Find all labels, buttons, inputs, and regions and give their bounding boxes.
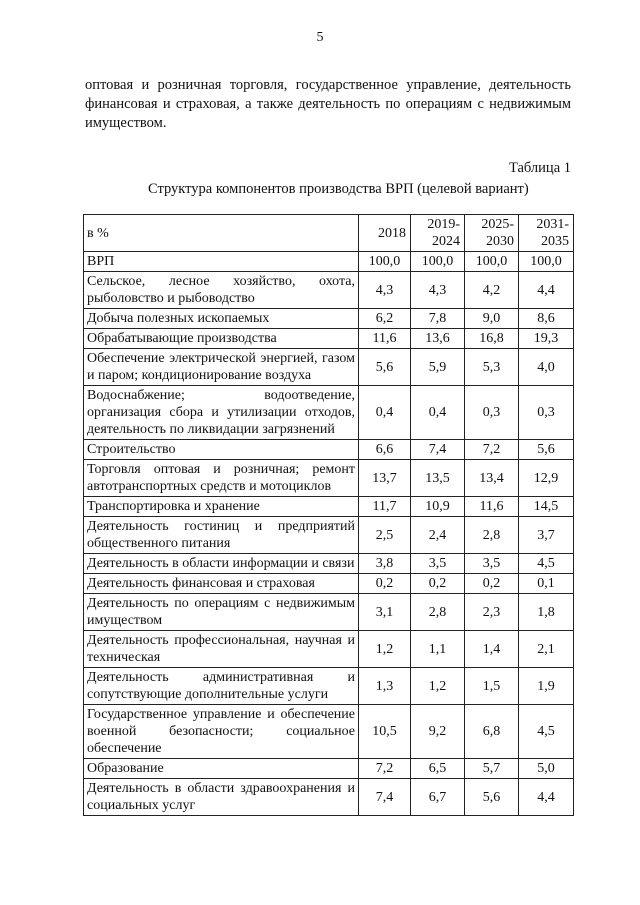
row-value: 2,1	[519, 631, 574, 668]
table-row	[84, 631, 574, 668]
row-value: 3,5	[411, 554, 465, 574]
row-value: 5,9	[411, 349, 465, 386]
table-row	[84, 759, 574, 779]
table-row	[84, 668, 574, 705]
row-label: Деятельность административная и сопутствующие дополнительные услуги	[84, 668, 359, 705]
row-value: 10,5	[359, 705, 411, 759]
table-row	[84, 460, 574, 497]
row-value: 7,4	[411, 440, 465, 460]
row-value: 3,5	[465, 554, 519, 574]
row-value: 13,4	[465, 460, 519, 497]
row-label: Деятельность по операциям с недвижимым имуществом	[84, 594, 359, 631]
row-value: 11,6	[359, 329, 411, 349]
header-2018: 2018	[359, 215, 411, 252]
row-value: 0,3	[519, 386, 574, 440]
row-label: Строительство	[84, 440, 359, 460]
row-value: 9,2	[411, 705, 465, 759]
table-row	[84, 329, 574, 349]
table-body	[84, 252, 574, 816]
row-value: 6,7	[411, 779, 465, 816]
row-value: 3,8	[359, 554, 411, 574]
row-label: Торговля оптовая и розничная; ремонт автотранспортных средств и мотоциклов	[84, 460, 359, 497]
row-value: 0,2	[359, 574, 411, 594]
row-label: Деятельность гостиниц и предприятий общественного питания	[84, 517, 359, 554]
row-value: 11,6	[465, 497, 519, 517]
row-value: 6,5	[411, 759, 465, 779]
row-value: 1,4	[465, 631, 519, 668]
row-value: 4,3	[359, 272, 411, 309]
row-value: 100,0	[411, 252, 465, 272]
header-unit: в %	[84, 215, 359, 252]
row-value: 6,2	[359, 309, 411, 329]
row-value: 4,0	[519, 349, 574, 386]
row-value: 3,7	[519, 517, 574, 554]
row-value: 0,1	[519, 574, 574, 594]
row-value: 1,9	[519, 668, 574, 705]
row-value: 0,4	[359, 386, 411, 440]
table-row	[84, 349, 574, 386]
row-value: 0,3	[465, 386, 519, 440]
row-value: 1,2	[411, 668, 465, 705]
header-2019-2024: 2019-2024	[411, 215, 465, 252]
row-value: 7,2	[359, 759, 411, 779]
row-value: 11,7	[359, 497, 411, 517]
table-row	[84, 272, 574, 309]
row-value: 1,5	[465, 668, 519, 705]
row-label: Обрабатывающие производства	[84, 329, 359, 349]
row-value: 6,6	[359, 440, 411, 460]
table-row	[84, 779, 574, 816]
row-value: 2,5	[359, 517, 411, 554]
header-2025-2030: 2025-2030	[465, 215, 519, 252]
table-row	[84, 594, 574, 631]
row-value: 5,6	[465, 779, 519, 816]
row-value: 9,0	[465, 309, 519, 329]
row-label: Добыча полезных ископаемых	[84, 309, 359, 329]
table-row	[84, 554, 574, 574]
row-label: Государственное управление и обеспечение военной безопасности; социальное обеспечение	[84, 705, 359, 759]
row-value: 0,2	[465, 574, 519, 594]
intro-paragraph: оптовая и розничная торговля, государственное управление, деятельность финансовая и страховая, а также деятельность по операциям с недвижимым имуществом.	[85, 77, 571, 131]
row-value: 4,4	[519, 779, 574, 816]
row-label: Деятельность финансовая и страховая	[84, 574, 359, 594]
row-value: 6,8	[465, 705, 519, 759]
row-value: 0,4	[411, 386, 465, 440]
row-value: 2,3	[465, 594, 519, 631]
table-row	[84, 574, 574, 594]
row-value: 5,7	[465, 759, 519, 779]
table-row	[84, 440, 574, 460]
page-number: 5	[316, 30, 324, 45]
table-row	[84, 705, 574, 759]
table-row	[84, 386, 574, 440]
row-value: 5,6	[359, 349, 411, 386]
row-value: 0,2	[411, 574, 465, 594]
row-value: 1,3	[359, 668, 411, 705]
table-caption: Таблица 1	[508, 160, 571, 176]
row-value: 3,1	[359, 594, 411, 631]
row-label: Деятельность профессиональная, научная и техническая	[84, 631, 359, 668]
row-label: Транспортировка и хранение	[84, 497, 359, 517]
row-value: 13,7	[359, 460, 411, 497]
row-value: 2,4	[411, 517, 465, 554]
table-row	[84, 517, 574, 554]
vrp-structure-table	[83, 214, 574, 816]
row-value: 7,8	[411, 309, 465, 329]
row-label: Деятельность в области информации и связи	[84, 554, 359, 574]
row-value: 13,5	[411, 460, 465, 497]
row-value: 100,0	[465, 252, 519, 272]
row-value: 4,5	[519, 705, 574, 759]
row-value: 1,2	[359, 631, 411, 668]
row-value: 2,8	[465, 517, 519, 554]
row-value: 2,8	[411, 594, 465, 631]
row-value: 100,0	[359, 252, 411, 272]
row-label: Водоснабжение; водоотведение, организация сбора и утилизации отходов, деятельность по ликвидации загрязнений	[84, 386, 359, 440]
row-value: 8,6	[519, 309, 574, 329]
row-label: Сельское, лесное хозяйство, охота, рыболовство и рыбоводство	[84, 272, 359, 309]
row-value: 14,5	[519, 497, 574, 517]
row-value: 100,0	[519, 252, 574, 272]
row-value: 4,4	[519, 272, 574, 309]
table-row	[84, 497, 574, 517]
row-value: 4,2	[465, 272, 519, 309]
row-value: 16,8	[465, 329, 519, 349]
table-header-row	[84, 215, 574, 252]
table-title: Структура компонентов производства ВРП (целевой вариант)	[148, 181, 529, 197]
row-value: 5,3	[465, 349, 519, 386]
row-value: 7,2	[465, 440, 519, 460]
row-value: 4,3	[411, 272, 465, 309]
header-2031-2035: 2031-2035	[519, 215, 574, 252]
table-row	[84, 309, 574, 329]
row-label: Деятельность в области здравоохранения и социальных услуг	[84, 779, 359, 816]
row-value: 5,0	[519, 759, 574, 779]
row-value: 12,9	[519, 460, 574, 497]
row-value: 19,3	[519, 329, 574, 349]
row-label: ВРП	[84, 252, 359, 272]
row-value: 7,4	[359, 779, 411, 816]
table-row	[84, 252, 574, 272]
row-label: Обеспечение электрической энергией, газом и паром; кондиционирование воздуха	[84, 349, 359, 386]
row-value: 1,1	[411, 631, 465, 668]
row-value: 1,8	[519, 594, 574, 631]
row-value: 13,6	[411, 329, 465, 349]
row-label: Образование	[84, 759, 359, 779]
row-value: 5,6	[519, 440, 574, 460]
row-value: 4,5	[519, 554, 574, 574]
row-value: 10,9	[411, 497, 465, 517]
